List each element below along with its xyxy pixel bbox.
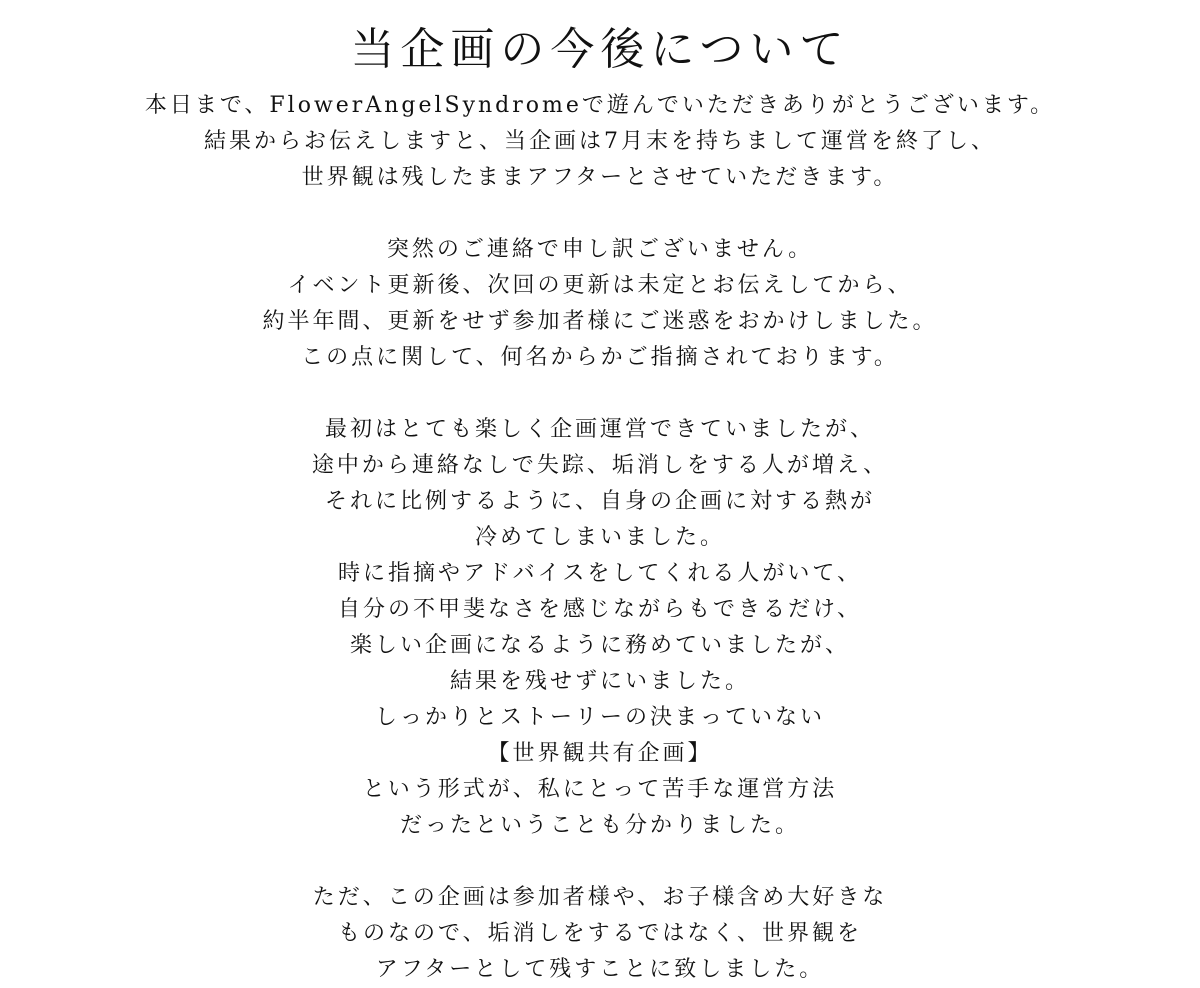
text-line: 本日まで、FlowerAngelSyndromeで遊んでいただきありがとうございます。 <box>144 93 1056 118</box>
announcement-body <box>0 88 1200 988</box>
text-line: ものなので、垢消しをするではなく、世界観を <box>338 921 862 946</box>
text-line: イベント更新後、次回の更新は未定とお伝えしてから、 <box>287 273 913 298</box>
text-line: 時に指摘やアドバイスをしてくれる人がいて、 <box>338 561 862 586</box>
paragraph <box>0 880 1200 988</box>
paragraph-gap <box>0 196 1200 232</box>
text-line: 結果を残せずにいました。 <box>449 669 750 694</box>
paragraph <box>0 232 1200 376</box>
text-line: それに比例するように、自身の企画に対する熱が <box>324 489 875 514</box>
paragraph-gap <box>0 844 1200 880</box>
text-line: 冷めてしまいました。 <box>474 525 725 550</box>
text-line: 突然のご連絡で申し訳ございません。 <box>386 237 814 262</box>
text-line: 結果からお伝えしますと、当企画は7月末を持ちまして運営を終了し、 <box>204 129 996 154</box>
text-line: 自分の不甲斐なさを感じながらもできるだけ、 <box>337 597 863 622</box>
text-line: 世界観は残したままアフターとさせていただきます。 <box>301 165 899 190</box>
text-line: ただ、この企画は参加者様や、お子様含め大好きな <box>312 885 888 910</box>
text-line: だったということも分かりました。 <box>399 813 800 838</box>
text-line: 約半年間、更新をせず参加者様にご迷惑をおかけしました。 <box>262 309 938 334</box>
text-line: アフターとして残すことに致しました。 <box>375 957 825 982</box>
text-line: 最初はとても楽しく企画運営できていましたが、 <box>324 417 875 442</box>
text-line: この点に関して、何名からかご指摘されております。 <box>301 345 899 370</box>
text-line: 楽しい企画になるように務めていましたが、 <box>349 633 850 658</box>
page-title: 当企画の今後について <box>350 24 850 75</box>
paragraph <box>0 412 1200 844</box>
paragraph-gap <box>0 376 1200 412</box>
text-line: 【世界観共有企画】 <box>487 741 713 766</box>
paragraph <box>0 88 1200 196</box>
text-line: という形式が、私にとって苦手な運営方法 <box>362 777 838 802</box>
text-line: 途中から連絡なしで失踪、垢消しをする人が増え、 <box>311 453 889 478</box>
text-line: しっかりとストーリーの決まっていない <box>374 705 825 730</box>
